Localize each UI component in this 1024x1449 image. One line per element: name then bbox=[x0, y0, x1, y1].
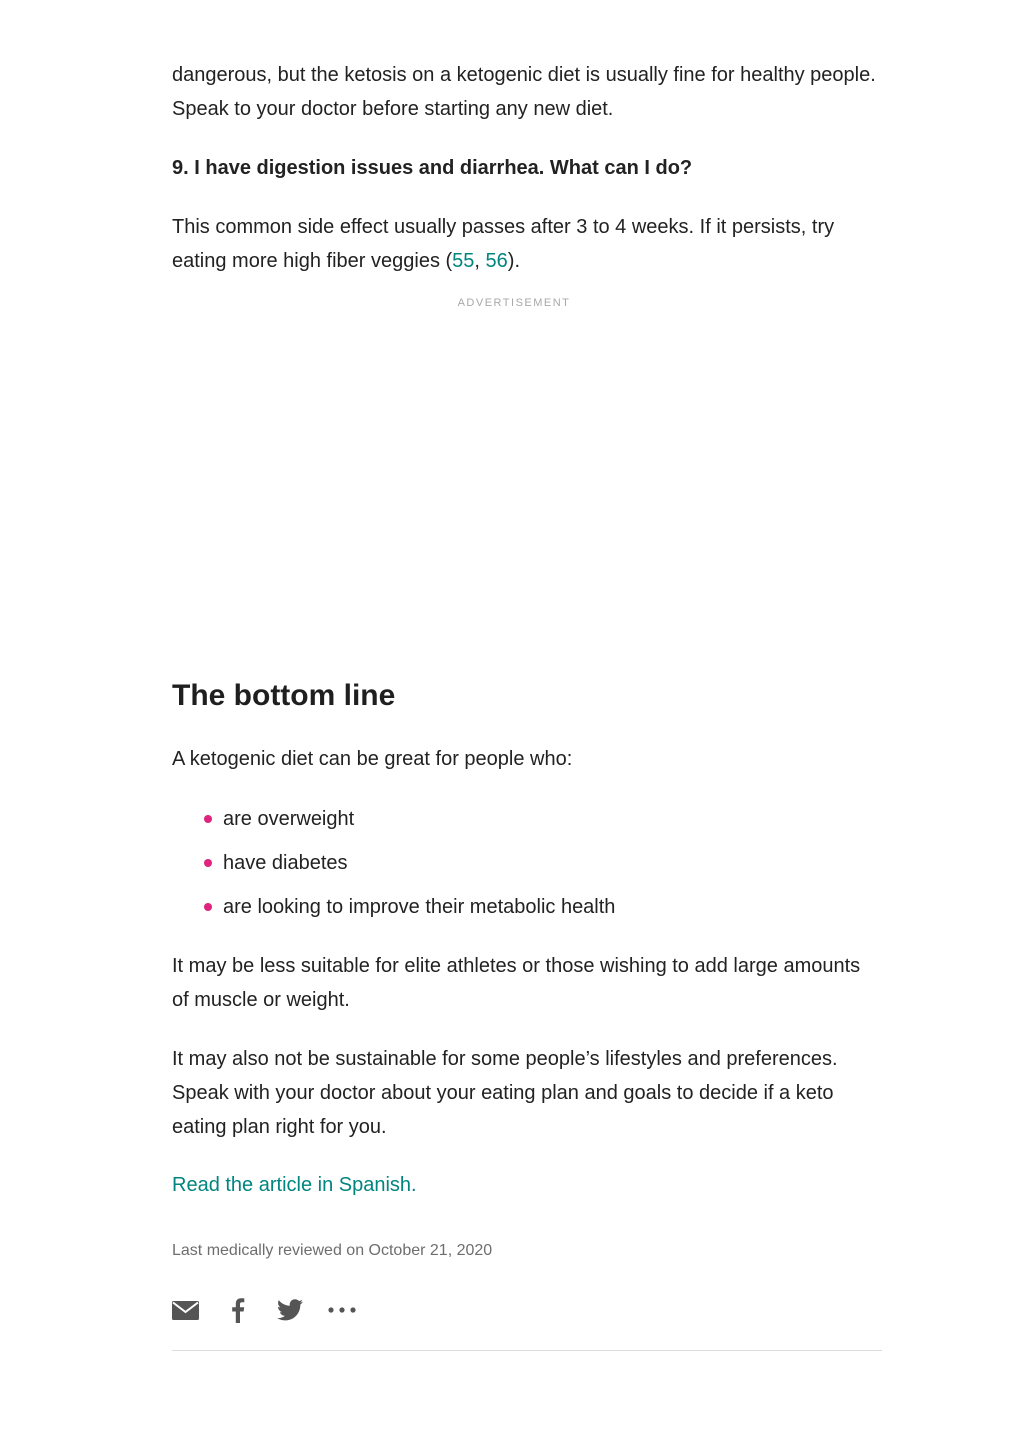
section-heading: The bottom line bbox=[172, 679, 396, 712]
advertisement-slot bbox=[172, 318, 856, 638]
list-item bbox=[172, 846, 882, 880]
share-facebook-button[interactable] bbox=[224, 1296, 252, 1324]
list-item bbox=[172, 890, 882, 924]
list-item-text: have diabetes bbox=[223, 852, 348, 874]
twitter-icon bbox=[277, 1299, 303, 1321]
more-icon bbox=[328, 1307, 356, 1313]
faq-answer bbox=[172, 210, 882, 278]
email-icon bbox=[172, 1301, 199, 1320]
list-item-text: are looking to improve their metabolic health bbox=[223, 896, 616, 918]
citation-link-56[interactable]: 56 bbox=[485, 250, 508, 272]
share-email-button[interactable] bbox=[172, 1296, 200, 1324]
spanish-article-link[interactable]: Read the article in Spanish. bbox=[172, 1174, 417, 1196]
continued-paragraph: dangerous, but the ketosis on a ketogenic diet is usually fine for healthy people. Speak to your doctor before starting any new diet. bbox=[172, 64, 876, 120]
faq-answer-end: ). bbox=[507, 250, 520, 272]
medical-review-date: Last medically reviewed on October 21, 2020 bbox=[172, 1242, 493, 1259]
sustainability-paragraph: It may also not be sustainable for some people’s lifestyles and preferences. Speak with your doctor about your eating plan and goals to decide if a keto eating plan right for you. bbox=[172, 1048, 838, 1138]
citation-link-55[interactable]: 55 bbox=[452, 250, 475, 272]
suitability-paragraph: It may be less suitable for elite athletes or those wishing to add large amounts of muscle or weight. bbox=[172, 955, 861, 1011]
bullet-dot-icon bbox=[204, 859, 212, 867]
bullet-dot-icon bbox=[204, 815, 212, 823]
bottom-line-intro: A ketogenic diet can be great for people who: bbox=[172, 748, 573, 770]
facebook-icon bbox=[231, 1297, 245, 1323]
bullet-list bbox=[172, 802, 882, 934]
share-toolbar bbox=[172, 1296, 380, 1324]
bullet-dot-icon bbox=[204, 903, 212, 911]
list-item bbox=[172, 802, 882, 836]
faq-answer-text: This common side effect usually passes after 3 to 4 weeks. If it persists, try eating more high fiber veggies ( bbox=[172, 216, 835, 272]
list-item-text: are overweight bbox=[223, 808, 355, 830]
faq-question: 9. I have digestion issues and diarrhea. What can I do? bbox=[172, 157, 693, 179]
citation-separator: , bbox=[474, 250, 486, 272]
advertisement-label: ADVERTISEMENT bbox=[457, 297, 571, 309]
section-divider bbox=[172, 1350, 882, 1351]
more-share-options-button[interactable] bbox=[328, 1296, 356, 1324]
share-twitter-button[interactable] bbox=[276, 1296, 304, 1324]
